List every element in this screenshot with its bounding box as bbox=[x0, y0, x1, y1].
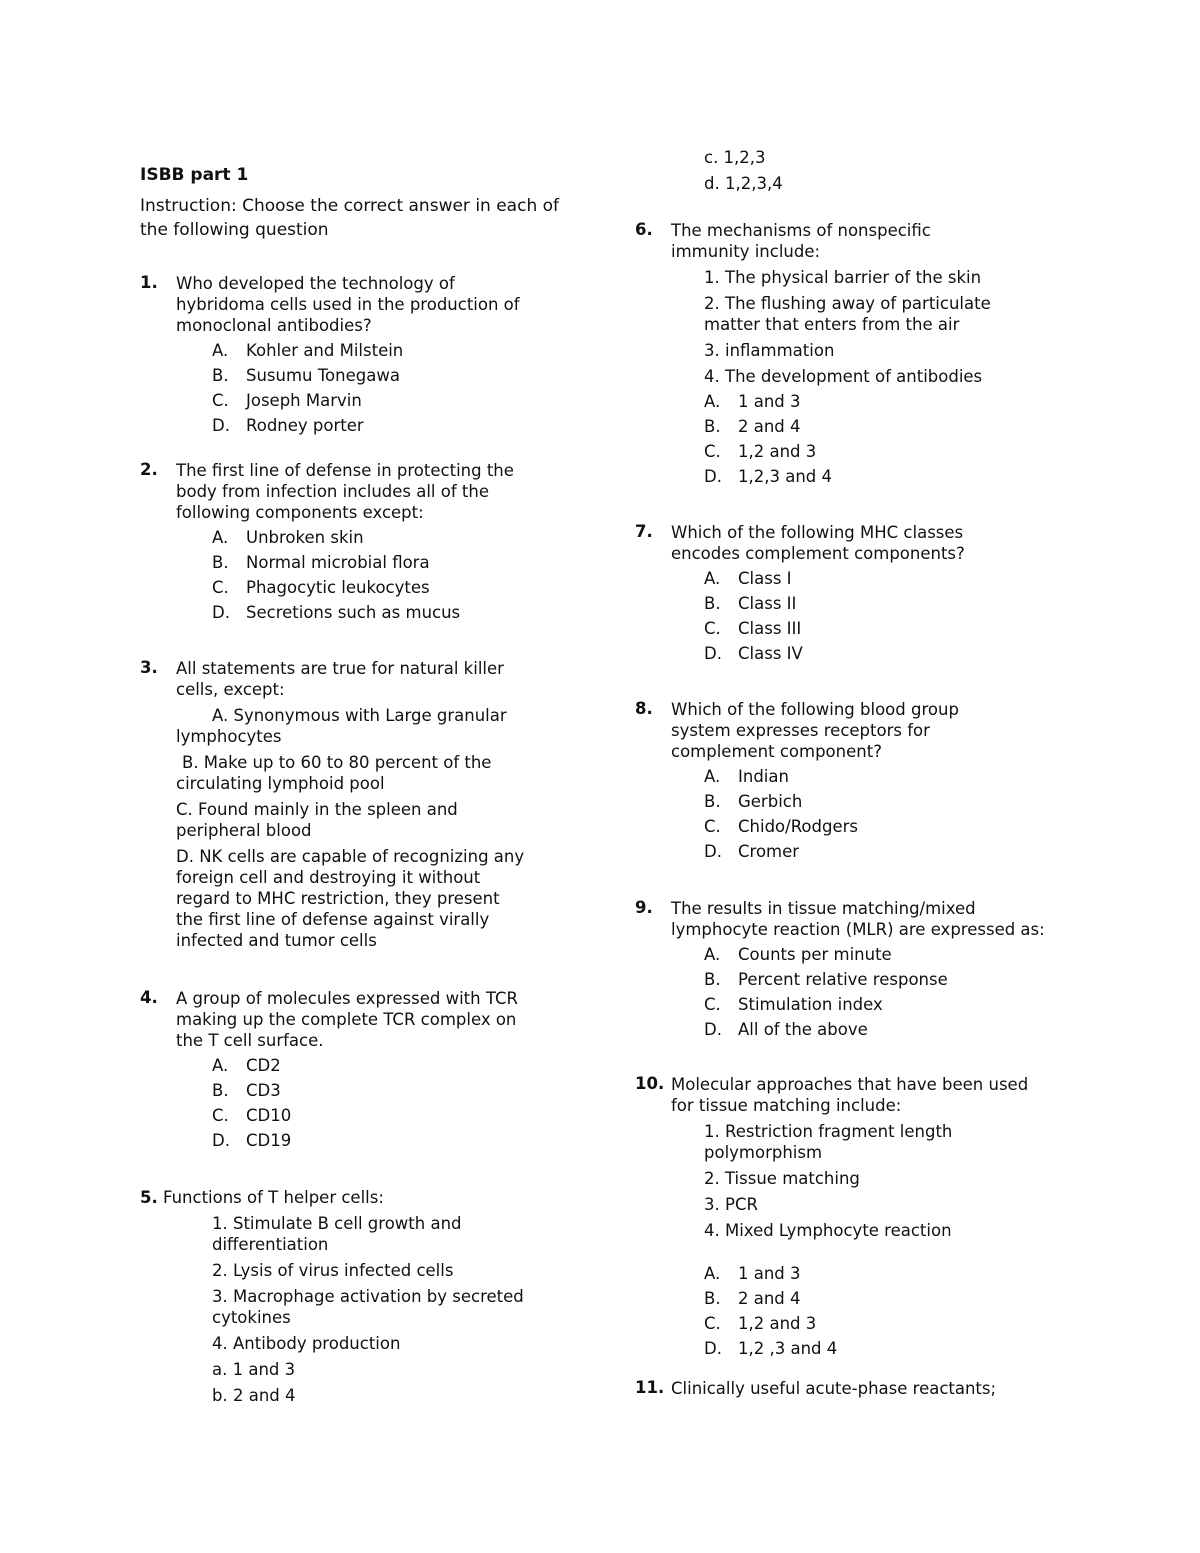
option: C. Joseph Marvin bbox=[212, 391, 362, 410]
options-list bbox=[704, 944, 1065, 1040]
question-text: Who developed the technology of hybridoma cells used in the production of monoclonal antibodies? bbox=[176, 274, 520, 335]
answer-choice: b. 2 and 4 bbox=[212, 1386, 296, 1405]
question-text: Which of the following MHC classes encodes complement components? bbox=[671, 523, 965, 563]
question-6 bbox=[635, 220, 1065, 487]
mechanisms-list bbox=[704, 267, 1044, 387]
instruction-text: Instruction: Choose the correct answer in each of the following question bbox=[140, 196, 560, 240]
options-list bbox=[704, 391, 1065, 487]
question-number: 1. bbox=[140, 273, 158, 292]
question-number: 2. bbox=[140, 460, 158, 479]
list-item: 2. Tissue matching bbox=[704, 1169, 860, 1188]
question-text: 5. Functions of T helper cells: bbox=[140, 1188, 384, 1207]
question-number: 11. bbox=[635, 1378, 665, 1397]
option: C. Chido/Rodgers bbox=[704, 817, 858, 836]
question-number: 6. bbox=[635, 220, 653, 239]
list-item: 4. The development of antibodies bbox=[704, 367, 983, 386]
option: D. 1,2,3 and 4 bbox=[704, 467, 833, 486]
option: B. Normal microbial flora bbox=[212, 553, 430, 572]
option: D. All of the above bbox=[704, 1020, 868, 1039]
option: D. Class IV bbox=[704, 644, 803, 663]
option: C. 1,2 and 3 bbox=[704, 442, 817, 461]
option: A. Counts per minute bbox=[704, 945, 892, 964]
question-1 bbox=[140, 273, 570, 436]
functions-list bbox=[212, 1213, 532, 1406]
option: C. Class III bbox=[704, 619, 802, 638]
question-text: Which of the following blood group system expresses receptors for complement component? bbox=[671, 700, 959, 761]
option: C. Phagocytic leukocytes bbox=[212, 578, 430, 597]
option: C. Stimulation index bbox=[704, 995, 883, 1014]
question-text: The first line of defense in protecting the body from infection includes all of the following components except: bbox=[176, 461, 514, 522]
statement: D. NK cells are capable of recognizing any foreign cell and destroying it without regard to MHC restriction, they present the first line of defense against virally infected and tumor cells bbox=[176, 847, 525, 950]
statement: A. Synonymous with Large granular lymphocytes bbox=[176, 706, 507, 746]
question-text: A group of molecules expressed with TCR making up the complete TCR complex on the T cell surface. bbox=[176, 989, 518, 1050]
question-text: Molecular approaches that have been used for tissue matching include: bbox=[671, 1075, 1029, 1115]
question-3 bbox=[140, 658, 570, 951]
question-text: Clinically useful acute-phase reactants; bbox=[671, 1379, 997, 1398]
question-text: The mechanisms of nonspecific immunity include: bbox=[671, 221, 931, 261]
answer-choice: a. 1 and 3 bbox=[212, 1360, 296, 1379]
question-2 bbox=[140, 460, 570, 623]
option: C. CD10 bbox=[212, 1106, 292, 1125]
answer-choice: c. 1,2,3 bbox=[704, 148, 766, 167]
list-item: 4. Mixed Lymphocyte reaction bbox=[704, 1221, 952, 1240]
list-item: 1. Stimulate B cell growth and differentiation bbox=[212, 1214, 462, 1254]
options-list bbox=[704, 568, 1065, 664]
question-7 bbox=[635, 522, 1065, 664]
options-list bbox=[212, 1055, 570, 1151]
document-title: ISBB part 1 bbox=[140, 165, 249, 185]
option: B. 2 and 4 bbox=[704, 417, 801, 436]
option: A. CD2 bbox=[212, 1056, 281, 1075]
statements-list bbox=[176, 705, 536, 951]
question-number: 5. bbox=[140, 1188, 158, 1207]
options-list bbox=[212, 340, 570, 436]
question-11 bbox=[635, 1378, 1065, 1399]
list-item: 1. The physical barrier of the skin bbox=[704, 268, 982, 287]
options-list bbox=[704, 1263, 1065, 1359]
question-text: All statements are true for natural killer cells, except: bbox=[176, 659, 504, 699]
question-10 bbox=[635, 1074, 1065, 1359]
options-list bbox=[212, 527, 570, 623]
option: D. Cromer bbox=[704, 842, 800, 861]
statement: C. Found mainly in the spleen and peripheral blood bbox=[176, 800, 458, 840]
list-item: 2. Lysis of virus infected cells bbox=[212, 1261, 454, 1280]
option: C. 1,2 and 3 bbox=[704, 1314, 817, 1333]
question-number: 9. bbox=[635, 898, 653, 917]
question-number: 10. bbox=[635, 1074, 665, 1093]
question-5 bbox=[140, 1187, 570, 1406]
option: A. 1 and 3 bbox=[704, 392, 801, 411]
list-item: 3. inflammation bbox=[704, 341, 835, 360]
options-list bbox=[704, 766, 1065, 862]
question-5-continued bbox=[704, 142, 1134, 194]
option: B. Susumu Tonegawa bbox=[212, 366, 400, 385]
question-4 bbox=[140, 988, 570, 1151]
option: B. Class II bbox=[704, 594, 797, 613]
option: D. Rodney porter bbox=[212, 416, 364, 435]
option: B. Percent relative response bbox=[704, 970, 948, 989]
list-item: 3. Macrophage activation by secreted cytokines bbox=[212, 1287, 524, 1327]
question-number: 4. bbox=[140, 988, 158, 1007]
question-9 bbox=[635, 898, 1065, 1040]
question-number: 7. bbox=[635, 522, 653, 541]
list-item: 3. PCR bbox=[704, 1195, 758, 1214]
option: D. CD19 bbox=[212, 1131, 292, 1150]
option: A. 1 and 3 bbox=[704, 1264, 801, 1283]
option: A. Class I bbox=[704, 569, 792, 588]
option: B. CD3 bbox=[212, 1081, 281, 1100]
question-number: 3. bbox=[140, 658, 158, 677]
question-8 bbox=[635, 699, 1065, 862]
list-item: 4. Antibody production bbox=[212, 1334, 401, 1353]
option: A. Unbroken skin bbox=[212, 528, 364, 547]
answer-choice: d. 1,2,3,4 bbox=[704, 174, 783, 193]
option: A. Indian bbox=[704, 767, 789, 786]
option: B. Gerbich bbox=[704, 792, 803, 811]
list-item: 2. The flushing away of particulate matter that enters from the air bbox=[704, 294, 991, 334]
question-text: The results in tissue matching/mixed lymphocyte reaction (MLR) are expressed as: bbox=[671, 899, 1045, 939]
option: A. Kohler and Milstein bbox=[212, 341, 404, 360]
question-number: 8. bbox=[635, 699, 653, 718]
list-item: 1. Restriction fragment length polymorphism bbox=[704, 1122, 953, 1162]
approaches-list bbox=[704, 1121, 1064, 1241]
option: B. 2 and 4 bbox=[704, 1289, 801, 1308]
option: D. 1,2 ,3 and 4 bbox=[704, 1339, 838, 1358]
option: D. Secretions such as mucus bbox=[212, 603, 461, 622]
statement: B. Make up to 60 to 80 percent of the circulating lymphoid pool bbox=[176, 753, 492, 793]
